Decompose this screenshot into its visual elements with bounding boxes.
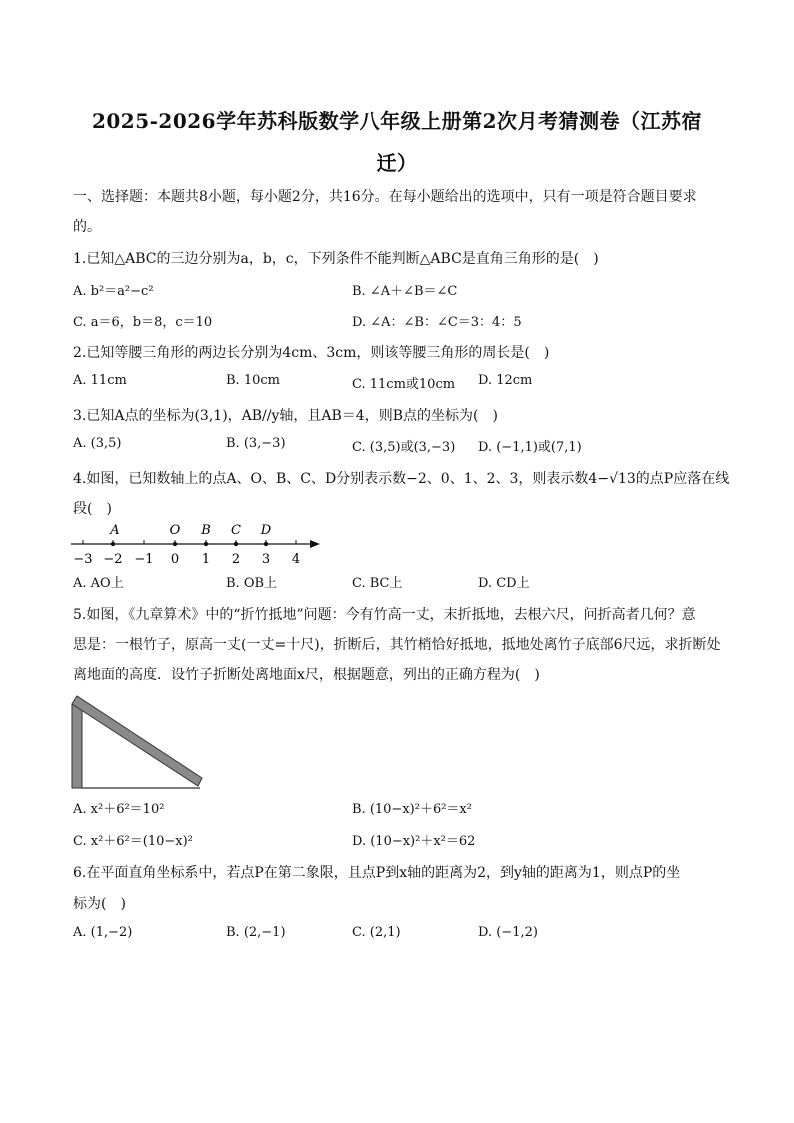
point-label-b: B: [201, 523, 211, 538]
point-d-dot: [264, 542, 268, 546]
q2-option-c: C. 11cm或10cm: [352, 377, 456, 392]
q5-stem-line-3: 离地面的高度．设竹子折断处离地面x尺，根据题意，列出的正确方程为( ): [73, 667, 540, 683]
exam-title: [60, 100, 734, 184]
point-a-dot: [111, 542, 115, 546]
q4-stem-line-2: 段( ): [73, 501, 112, 517]
q4-option-a: A. AO上: [73, 576, 124, 591]
bamboo-figure: [70, 694, 206, 790]
q6-stem-line-1: 6.在平面直角坐标系中，若点P在第二象限，且点P到x轴的距离为2，到y轴的距离为1，则点P的坐: [73, 865, 681, 881]
tick-label: 2: [231, 552, 241, 567]
title-line-1: 2025-2026学年苏科版数学八年级上册第2次月考猜测卷（江苏宿: [91, 109, 703, 133]
q5-option-b: B. (10−x)²＋6²＝x²: [352, 802, 472, 817]
title-line-2: 迁）: [376, 151, 418, 175]
q5-stem-line-2: 思是：一根竹子，原高一丈(一丈=十尺)，折断后，其竹梢恰好抵地，抵地处离竹子底部6尺远，求折断处: [73, 637, 721, 653]
tick-label: −2: [103, 552, 123, 567]
q4-option-b: B. OB上: [226, 576, 278, 591]
bamboo-stalk: [72, 704, 82, 788]
q4-option-c: C. BC上: [352, 576, 403, 591]
q3-option-a: A. (3,5): [73, 436, 122, 451]
section-header-line-1: 一、选择题：本题共8小题，每小题2分，共16分。在每小题给出的选项中，只有一项是符合题目要求: [73, 189, 697, 205]
q5-option-a: A. x²＋6²＝10²: [73, 802, 165, 817]
q4-stem-line-1: 4.如图，已知数轴上的点A、O、B、C、D分别表示数−2、0、1、2、3，则表示数4−√13的点P应落在线: [73, 471, 730, 487]
q1-option-c: C. a＝6，b＝8，c＝10: [73, 315, 213, 330]
q3-stem: 3.已知A点的坐标为(3,1)，AB//y轴，且AB＝4，则B点的坐标为( ): [73, 408, 498, 424]
point-b-dot: [204, 542, 208, 546]
point-label-d: D: [260, 523, 272, 538]
q3-option-c: C. (3,5)或(3,−3): [352, 440, 456, 455]
q5-stem-line-1: 5.如图，《九章算术》中的“折竹抵地”问题：今有竹高一丈，末折抵地，去根六尺，问折高者几何？意: [73, 607, 696, 623]
bamboo-broken-part: [72, 696, 202, 786]
q2-option-d: D. 12cm: [478, 373, 533, 388]
q6-option-a: A. (1,−2): [73, 925, 133, 940]
tick-label: 0: [170, 552, 180, 567]
q1-option-d: D. ∠A：∠B：∠C＝3：4：5: [352, 315, 522, 330]
point-label-a: A: [110, 523, 120, 538]
q3-option-d: D. (−1,1)或(7,1): [478, 440, 582, 455]
tick-label: 3: [261, 552, 271, 567]
number-line-figure: [66, 518, 328, 568]
q2-stem: 2.已知等腰三角形的两边长分别为4cm、3cm，则该等腰三角形的周长是( ): [73, 345, 550, 361]
tick-label: 4: [291, 552, 301, 567]
q6-stem-line-2: 标为( ): [73, 896, 126, 912]
q5-option-d: D. (10−x)²＋x²＝62: [352, 834, 476, 849]
section-header-line-2: 的。: [73, 219, 101, 235]
tick-label: 1: [201, 552, 211, 567]
point-c-dot: [234, 542, 238, 546]
q6-option-c: C. (2,1): [352, 925, 401, 940]
q1-option-b: B. ∠A＋∠B＝∠C: [352, 284, 458, 299]
q3-option-b: B. (3,−3): [226, 436, 286, 451]
q2-option-b: B. 10cm: [226, 373, 280, 388]
point-label-o: O: [169, 523, 181, 538]
q6-option-d: D. (−1,2): [478, 925, 538, 940]
q1-stem: 1.已知△ABC的三边分别为a，b，c，下列条件不能判断△ABC是直角三角形的是( ): [73, 251, 599, 267]
point-o-dot: [173, 542, 177, 546]
point-label-c: C: [231, 523, 241, 538]
tick-label: −1: [134, 552, 154, 567]
tick-label: −3: [73, 552, 93, 567]
q4-option-d: D. CD上: [478, 576, 530, 591]
number-line-arrow: [310, 540, 320, 548]
q1-option-a: A. b²＝a²−c²: [73, 284, 154, 299]
q5-option-c: C. x²＋6²＝(10−x)²: [73, 834, 193, 849]
q2-option-a: A. 11cm: [73, 373, 127, 388]
q6-option-b: B. (2,−1): [226, 925, 286, 940]
